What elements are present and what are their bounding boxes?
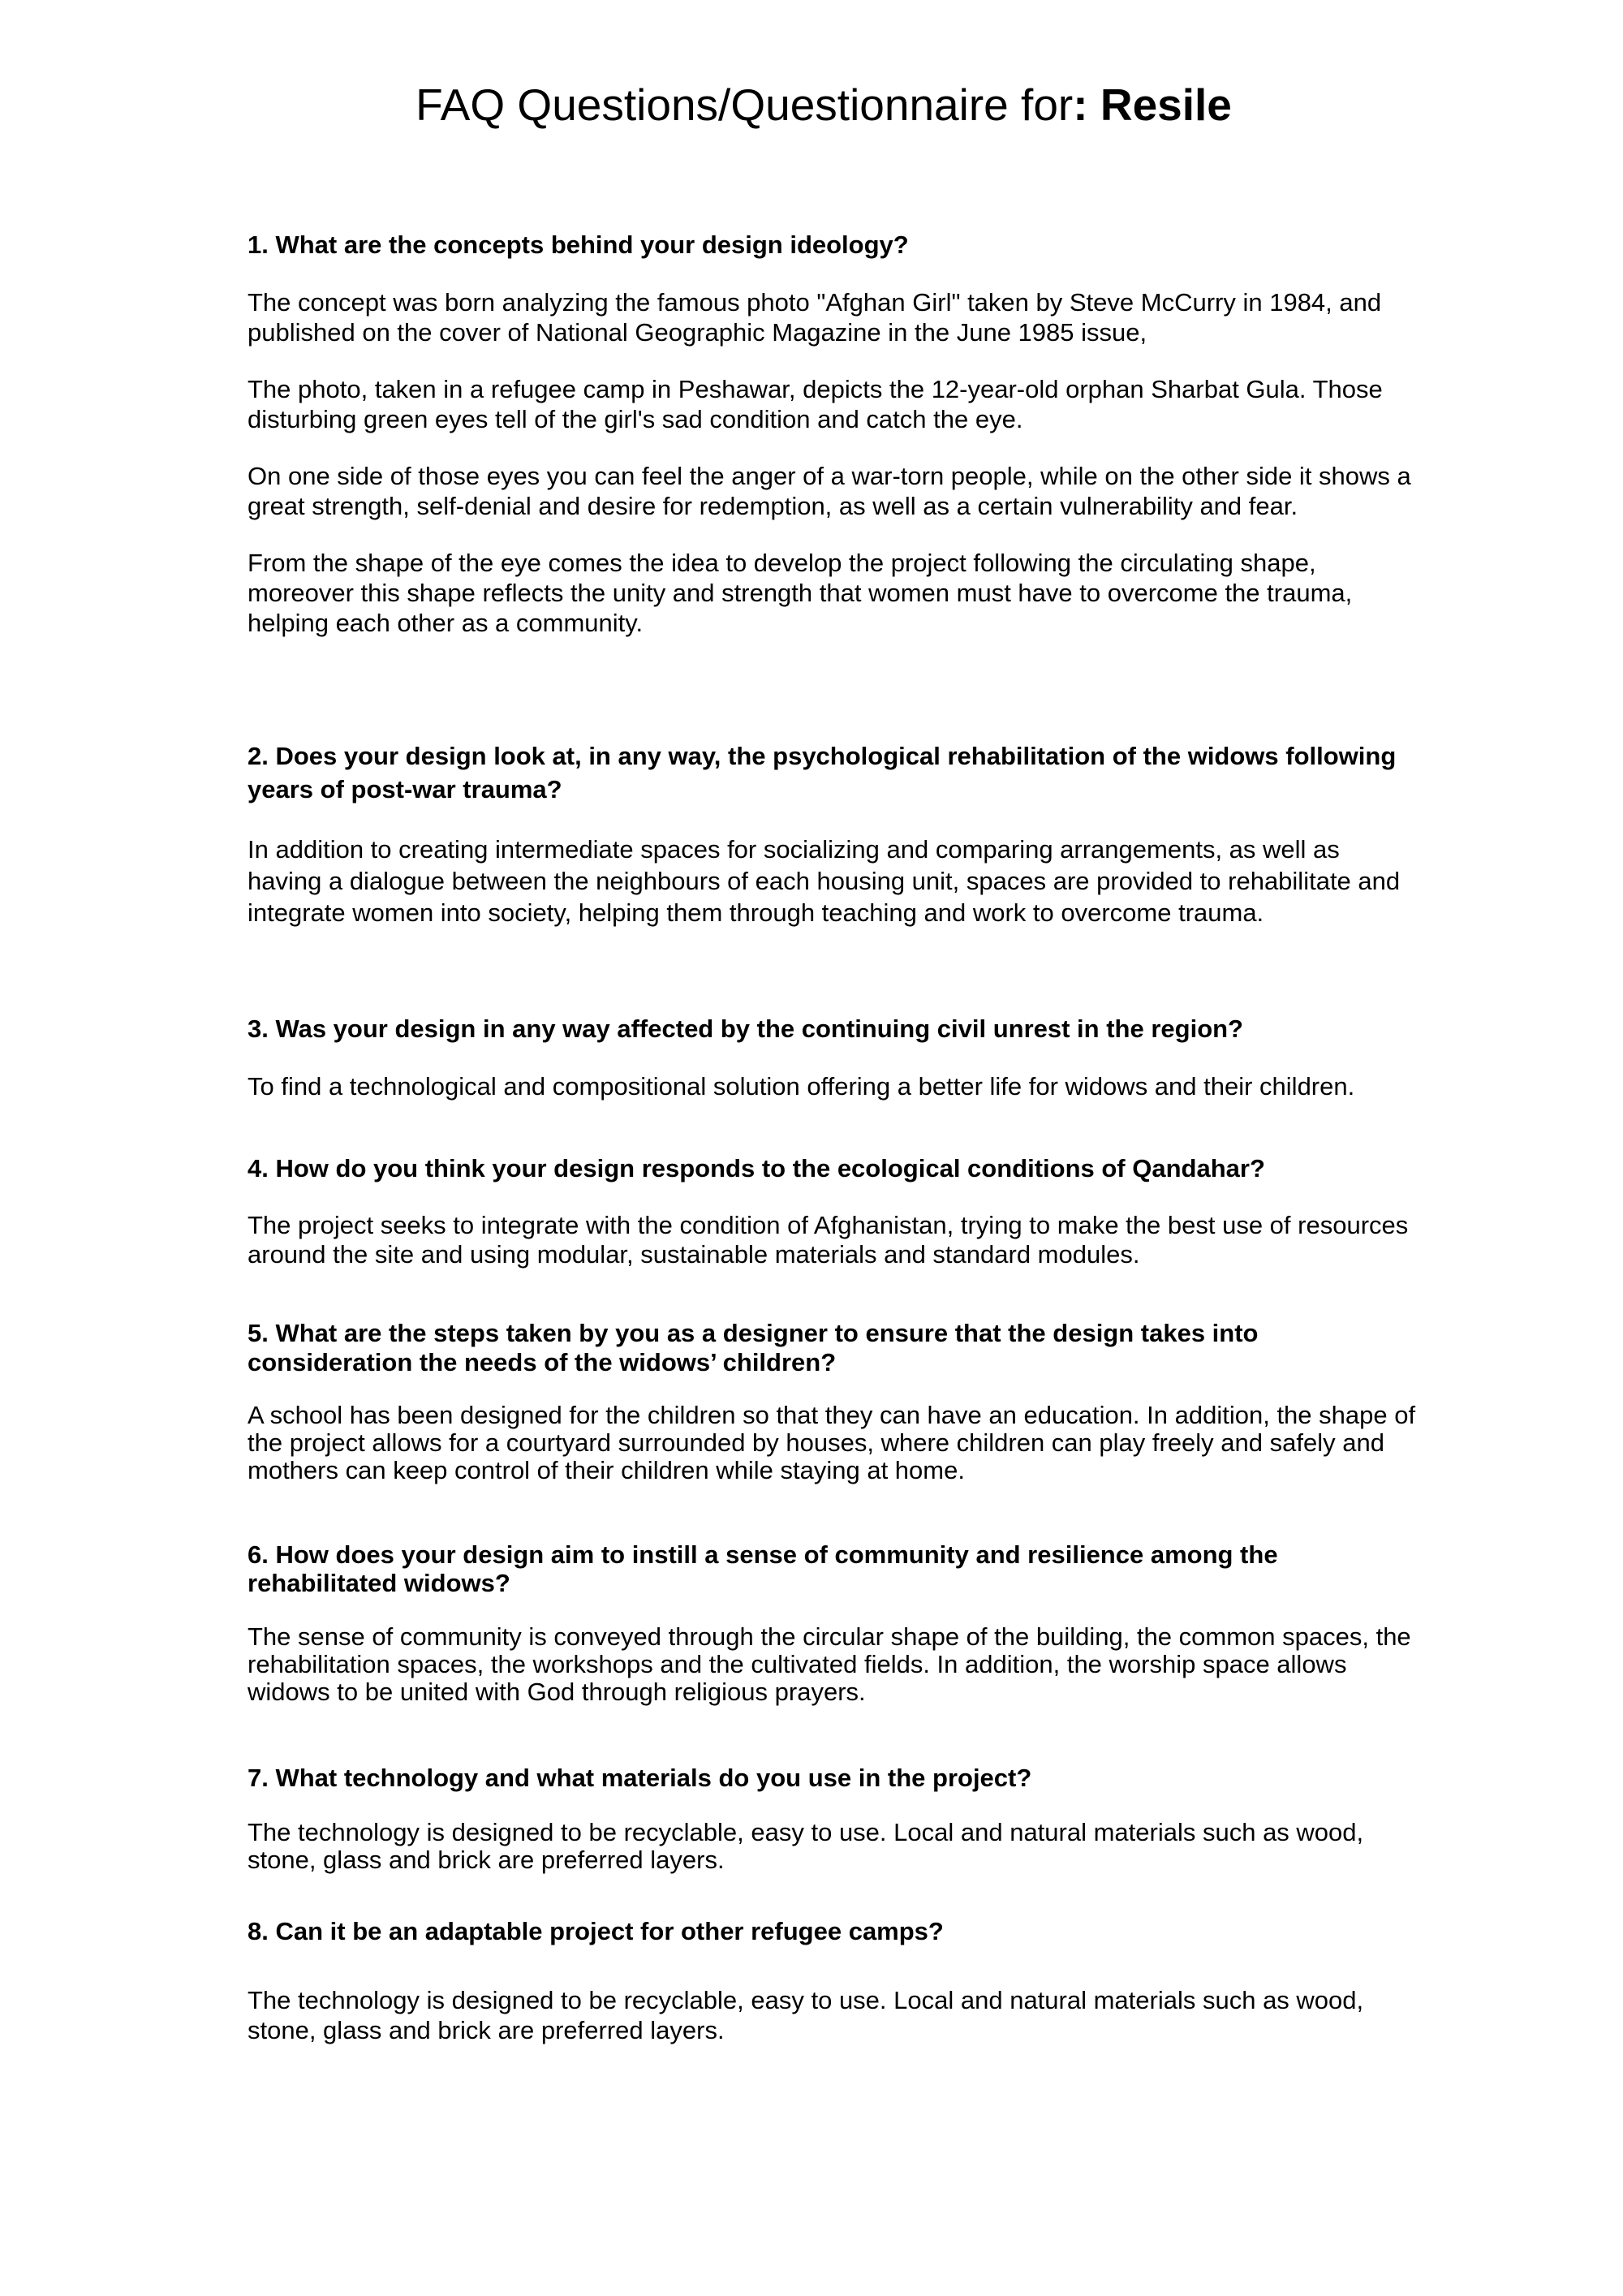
faq-item-1 [248,230,1416,638]
faq-answer-2-paragraph-1: In addition to creating intermediate spaces for socializing and comparing arrangements, as well as having a dialogue between the neighbours of each housing unit, spaces are provided to rehabilitate and integrate women into society, helping them through teaching and work to overcome trauma. [248,835,1401,927]
title-colon: : [1073,80,1088,130]
title-prefix: FAQ Questions/Questionnaire for [415,80,1074,130]
faq-question-8: 8. Can it be an adaptable project for other refugee camps? [248,1917,944,1945]
faq-question-7: 7. What technology and what materials do you use in the project? [248,1764,1032,1792]
faq-answer-1-paragraph-2: The photo, taken in a refugee camp in Peshawar, depicts the 12-year-old orphan Sharbat Gula. Those disturbing green eyes tell of the girl's sad condition and catch the eye. [248,375,1383,433]
faq-question-6: 6. How does your design aim to instill a sense of community and resilience among the rehabilitated widows? [248,1540,1278,1597]
faq-question-3: 3. Was your design in any way affected by the continuing civil unrest in the region? [248,1014,1243,1043]
faq-answer-1-paragraph-1: The concept was born analyzing the famous photo "Afghan Girl" taken by Steve McCurry in 1984, and published on the cover of National Geographic Magazine in the June 1985 issue, [248,288,1382,347]
faq-question-5: 5. What are the steps taken by you as a designer to ensure that the design takes into consideration the needs of the widows’ children? [248,1319,1259,1376]
faq-item-6 [248,1540,1416,1706]
title-project-name: Resile [1100,80,1232,130]
faq-question-2: 2. Does your design look at, in any way, the psychological rehabilitation of the widows following years of post-war trauma? [248,742,1397,803]
faq-answer-4-paragraph-1: The project seeks to integrate with the condition of Afghanistan, trying to make the best use of resources around the site and using modular, sustainable materials and standard modules. [248,1211,1409,1269]
faq-answer-5-paragraph-1: A school has been designed for the children so that they can have an education. In addition, the shape of the project allows for a courtyard surrounded by houses, where children can play freely and safely and mothers can keep control of their children while staying at home. [248,1401,1416,1484]
faq-item-2 [248,739,1416,928]
faq-item-8 [248,1916,1416,2045]
faq-question-1: 1. What are the concepts behind your design ideology? [248,230,909,259]
faq-answer-7-paragraph-1: The technology is designed to be recyclable, easy to use. Local and natural materials such as wood, stone, glass and brick are preferred layers. [248,1818,1364,1874]
faq-item-3 [248,1014,1416,1101]
faq-item-4 [248,1153,1416,1269]
faq-answer-3-paragraph-1: To find a technological and compositional solution offering a better life for widows and their children. [248,1072,1355,1101]
faq-answer-1-paragraph-4: From the shape of the eye comes the idea to develop the project following the circulating shape, moreover this shape reflects the unity and strength that women must have to overcome the trauma, helping each other as a community. [248,549,1353,637]
page-title [0,78,1623,131]
faq-answer-1-paragraph-3: On one side of those eyes you can feel the anger of a war-torn people, while on the other side it shows a great strength, self-denial and desire for redemption, as well as a certain vulnerability and fear. [248,462,1411,520]
faq-item-7 [248,1763,1416,1874]
faq-answer-8-paragraph-1: The technology is designed to be recyclable, easy to use. Local and natural materials such as wood, stone, glass and brick are preferred layers. [248,1986,1364,2044]
faq-item-5 [248,1319,1416,1484]
faq-question-4: 4. How do you think your design responds to the ecological conditions of Qandahar? [248,1154,1265,1182]
faq-answer-6-paragraph-1: The sense of community is conveyed through the circular shape of the building, the common spaces, the rehabilitation spaces, the workshops and the cultivated fields. In addition, the worship space allows widows to be united with God through religious prayers. [248,1622,1411,1706]
